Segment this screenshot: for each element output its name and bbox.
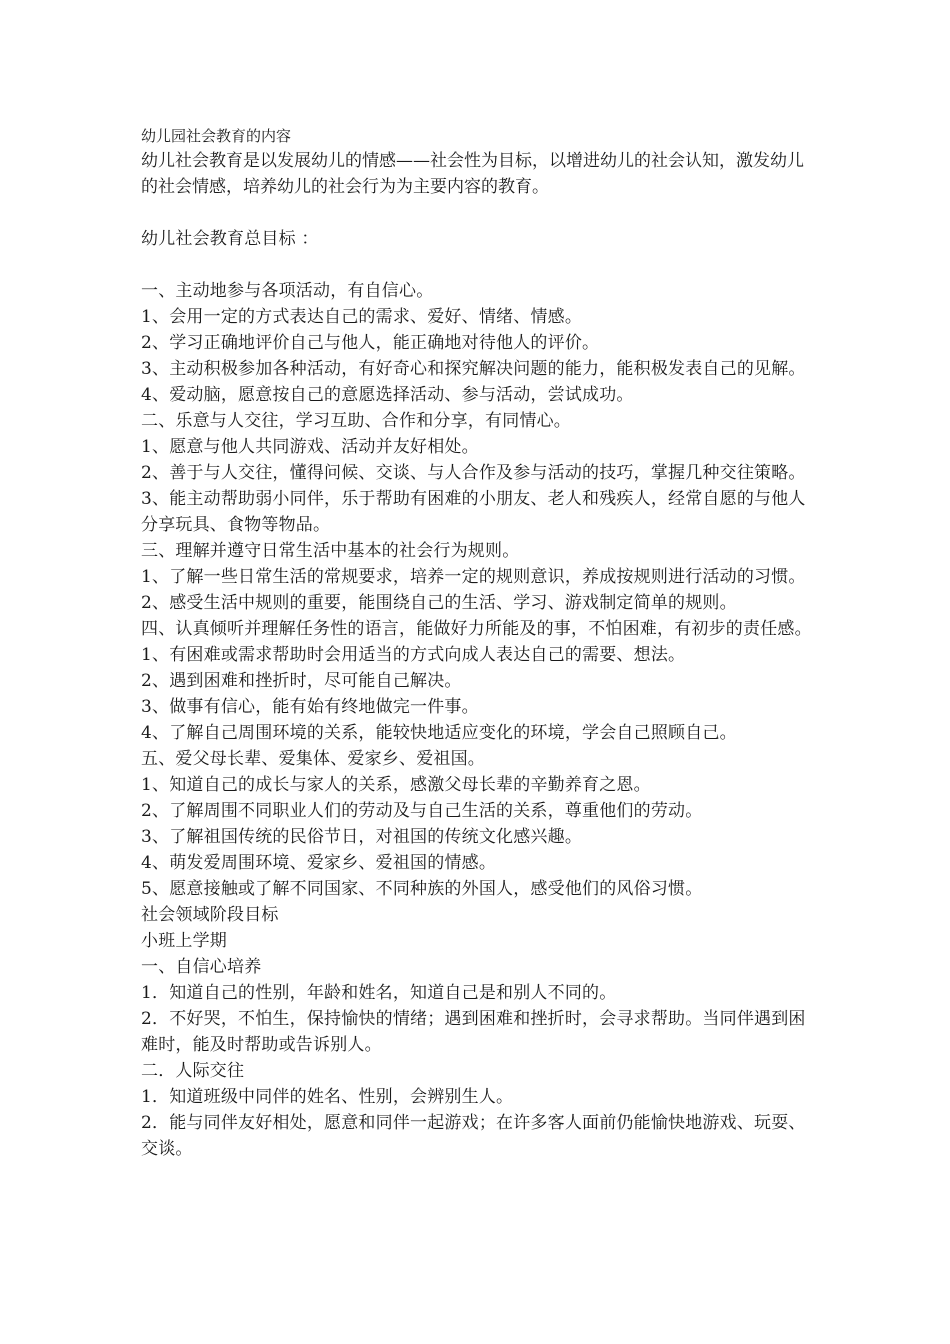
list-item: 4、爱动脑，愿意按自己的意愿选择活动、参与活动，尝试成功。 — [141, 385, 634, 405]
section-heading: 三、理解并遵守日常生活中基本的社会行为规则。 — [141, 541, 520, 561]
list-item: 4、了解自己周围环境的关系，能较快地适应变化的环境，学会自己照顾自己。 — [141, 723, 737, 743]
term-heading: 小班上学期 — [141, 931, 227, 951]
list-item: 3、能主动帮助弱小同伴，乐于帮助有困难的小朋友、老人和残疾人，经常自愿的与他人分享玩具、食物等物品。 — [141, 489, 806, 535]
list-item: 1、会用一定的方式表达自己的需求、爱好、情绪、情感。 — [141, 307, 583, 327]
list-item: 5、愿意接触或了解不同国家、不同种族的外国人，感受他们的风俗习惯。 — [141, 879, 703, 899]
list-item: 2．不好哭，不怕生，保持愉快的情绪；遇到困难和挫折时，会寻求帮助。当同伴遇到困难时，能及时帮助或告诉别人。 — [141, 1009, 806, 1055]
list-item: 2、善于与人交往，懂得问候、交谈、与人合作及参与活动的技巧，掌握几种交往策略。 — [141, 463, 806, 483]
list-item: 2、遇到困难和挫折时，尽可能自己解决。 — [141, 671, 462, 691]
document-page — [141, 124, 813, 1162]
intro-paragraph: 幼儿社会教育是以发展幼儿的情感——社会性为目标，以增进幼儿的社会认知，激发幼儿的社会情感，培养幼儿的社会行为为主要内容的教育。 — [141, 151, 804, 197]
list-item: 1．知道自己的性别，年龄和姓名，知道自己是和别人不同的。 — [141, 983, 617, 1003]
list-item: 1、愿意与他人共同游戏、活动并友好相处。 — [141, 437, 479, 457]
list-item: 1．知道班级中同伴的姓名、性别，会辨别生人。 — [141, 1087, 514, 1107]
document-title: 幼儿园社会教育的内容 — [141, 127, 292, 145]
list-item: 3、做事有信心，能有始有终地做完一件事。 — [141, 697, 479, 717]
list-item: 2、学习正确地评价自己与他人，能正确地对待他人的评价。 — [141, 333, 600, 353]
list-item: 2、了解周围不同职业人们的劳动及与自己生活的关系，尊重他们的劳动。 — [141, 801, 703, 821]
section-heading: 二、乐意与人交往，学习互助、合作和分享，有同情心。 — [141, 411, 571, 431]
goals-heading: 幼儿社会教育总目标 ： — [141, 229, 319, 249]
section-heading: 五、爱父母长辈、爱集体、爱家乡、爱祖国。 — [141, 749, 485, 769]
section-heading: 一、主动地参与各项活动，有自信心。 — [141, 281, 434, 301]
list-item: 2、感受生活中规则的重要，能围绕自己的生活、学习、游戏制定简单的规则。 — [141, 593, 737, 613]
spacer — [141, 200, 813, 226]
list-item: 3、了解祖国传统的民俗节日，对祖国的传统文化感兴趣。 — [141, 827, 583, 847]
list-item: 1、有困难或需求帮助时会用适当的方式向成人表达自己的需要、想法。 — [141, 645, 686, 665]
stage-goals-heading: 社会领域阶段目标 — [141, 905, 279, 925]
section-heading: 二．人际交往 — [141, 1061, 245, 1081]
section-heading: 一、自信心培养 — [141, 957, 262, 977]
section-heading: 四、认真倾听并理解任务性的语言，能做好力所能及的事，不怕困难，有初步的责任感。 — [141, 619, 812, 639]
spacer — [141, 252, 813, 278]
list-item: 2．能与同伴友好相处，愿意和同伴一起游戏；在许多客人面前仍能愉快地游戏、玩耍、交谈。 — [141, 1113, 806, 1159]
list-item: 3、主动积极参加各种活动，有好奇心和探究解决问题的能力，能积极发表自己的见解。 — [141, 359, 806, 379]
list-item: 1、知道自己的成长与家人的关系，感激父母长辈的辛勤养育之恩。 — [141, 775, 651, 795]
list-item: 4、萌发爱周围环境、爱家乡、爱祖国的情感。 — [141, 853, 497, 873]
list-item: 1、了解一些日常生活的常规要求，培养一定的规则意识，养成按规则进行活动的习惯。 — [141, 567, 806, 587]
